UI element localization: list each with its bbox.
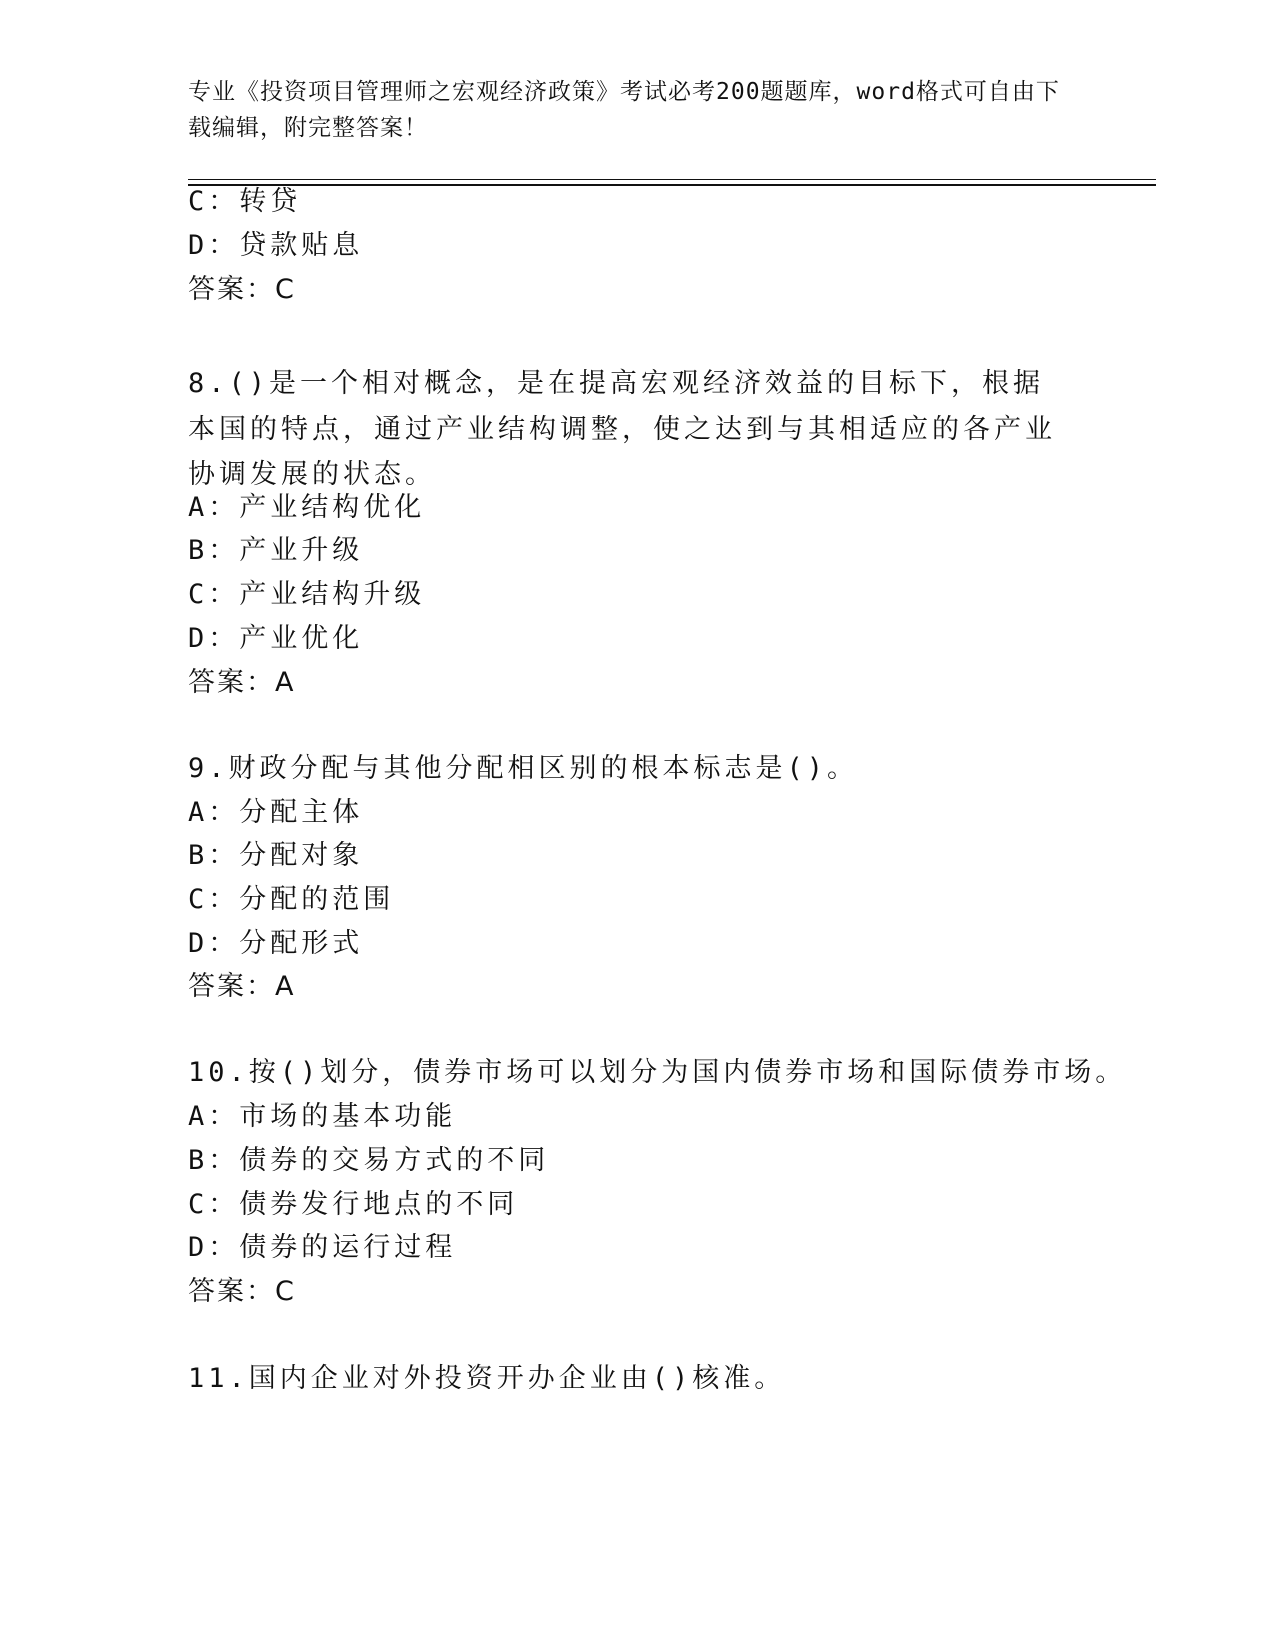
question-10-stem: 10.按()划分，债券市场可以划分为国内债券市场和国际债券市场。 [188,1057,1127,1088]
question-8-stem: 8.()是一个相对概念，是在提高宏观经济效益的目标下，根据本国的特点，通过产业结构调整，使之达到与其相适应的各产业协调发展的状态。 [188,368,1056,490]
prev-question-option-c: C：转贷 [188,186,302,217]
header-divider-thick [188,184,1156,186]
question-8-option-c: C：产业结构升级 [188,579,426,610]
question-11-stem: 11.国内企业对外投资开办企业由()核准。 [188,1363,786,1394]
header-divider-thin [188,179,1156,180]
question-10-option-c: C：债券发行地点的不同 [188,1189,519,1220]
question-10-option-d: D：债券的运行过程 [188,1232,457,1263]
question-9-option-c: C：分配的范围 [188,884,395,915]
prev-question-option-d: D：贷款贴息 [188,230,364,261]
question-8-option-a: A：产业结构优化 [188,492,426,523]
question-9-option-a: A：分配主体 [188,797,364,828]
question-9-answer: 答案：A [188,971,296,1002]
question-10-option-a: A：市场的基本功能 [188,1101,457,1132]
question-10-answer: 答案：C [188,1276,296,1307]
question-9-stem: 9.财政分配与其他分配相区别的根本标志是()。 [188,753,859,784]
question-8-option-d: D：产业优化 [188,623,364,654]
question-8-option-b: B：产业升级 [188,535,364,566]
question-9-option-d: D：分配形式 [188,928,364,959]
question-10-option-b: B：债券的交易方式的不同 [188,1145,550,1176]
document-header: 专业《投资项目管理师之宏观经济政策》考试必考200题题库，word格式可自由下载编辑，附完整答案！ [188,79,1060,141]
question-8-answer: 答案：A [188,667,296,698]
question-9-option-b: B：分配对象 [188,840,364,871]
prev-question-answer: 答案：C [188,274,296,305]
